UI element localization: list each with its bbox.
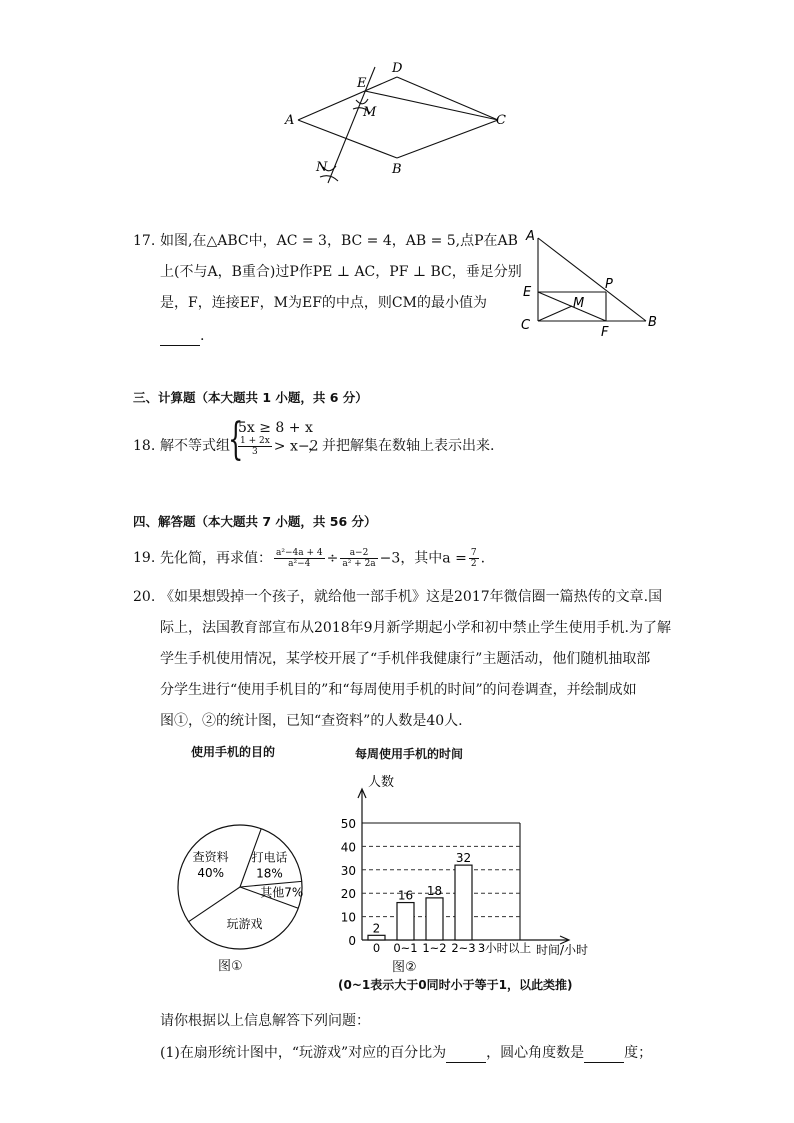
bar-ytick-1: 10: [340, 910, 356, 925]
q17-line3: 是，F，连接EF，M为EF的中点，则CM的最小值为: [160, 295, 487, 311]
bar-xlabel: 时间/小时: [536, 943, 589, 957]
tri-label-M: M: [573, 296, 585, 311]
pie-slice-value-0: 40%: [197, 866, 225, 881]
bar-3: [455, 865, 472, 940]
q19-div: ÷: [326, 550, 339, 567]
bar-note: (0~1表示大于0同时小于等于1，以此类推): [338, 978, 573, 992]
bar-chart-title: 每周使用手机的时间: [355, 747, 464, 761]
rhombus-figure: [270, 55, 530, 195]
q17-line2: 上(不与A，B重合)过P作PE ⊥ AC，PF ⊥ BC，垂足分别: [160, 264, 522, 280]
bar-2: [426, 898, 443, 940]
q20-line4: 分学生进行“使用手机目的”和“每周使用手机的时间”的问卷调查，并绘制成如: [160, 682, 637, 698]
label-C: C: [496, 113, 506, 128]
q20-sub1: [160, 1043, 652, 1063]
q20-question-intro: 请你根据以上信息解答下列问题：: [160, 1013, 370, 1029]
q19-f1-num: a²−4a + 4: [276, 548, 323, 558]
bar-value-label-2: 18: [426, 883, 443, 898]
label-B: B: [392, 162, 402, 177]
q18-brace: {: [228, 414, 244, 465]
bar-ytick-2: 20: [340, 887, 356, 902]
bar-xtick-4: 3小时以上: [477, 941, 532, 955]
q19-minus3: −3: [379, 550, 401, 567]
q20-sub1-a: (1)在扇形统计图中，“玩游戏”对应的百分比为: [160, 1045, 447, 1061]
q19-a-value: [469, 548, 479, 569]
bar-xtick-3: 2~3: [451, 941, 476, 955]
bar-xtick-2: 1~2: [422, 941, 447, 955]
label-D: D: [392, 61, 403, 76]
label-E: E: [357, 76, 367, 91]
q20-line2: 际上，法国教育部宣布从2018年9月新学期起小学和初中禁止学生使用手机.为了解: [160, 620, 671, 636]
bar-xtick-0: 0: [372, 941, 381, 955]
q19-a-den: 2: [470, 559, 477, 569]
q19-mid: ，其中a =: [400, 550, 467, 567]
bar-value-label-3: 32: [455, 851, 472, 866]
q18-suffix: ，并把解集在数轴上表示出来.: [308, 438, 495, 454]
q19-f1-den: a²−4: [288, 559, 311, 569]
bar-ytick-3: 30: [340, 863, 356, 878]
q17-number: 17.: [133, 233, 156, 249]
q18-ineq2: [236, 436, 319, 457]
pie-slice-label-1: 打电话: [251, 850, 288, 865]
q18-frac-num: 1 + 2x: [240, 436, 270, 446]
bar-ytick-5: 50: [340, 817, 356, 831]
q20-line3: 学生手机使用情况，某学校开展了“手机伴我健康行”主题活动，他们随机抽取部: [160, 651, 651, 667]
q20-line5: 图①，②的统计图，已知“查资料”的人数是40人.: [160, 713, 463, 729]
q17-line1: 如图,在△ABC中，AC = 3，BC = 4，AB = 5,点P在AB: [160, 233, 518, 249]
q20-line1: 《如果想毁掉一个孩子，就给他一部手机》这是2017年微信圈一篇热传的文章.国: [160, 589, 663, 605]
tri-label-C: C: [521, 318, 531, 333]
triangle-figure: [518, 228, 668, 340]
q19-number: 19.: [133, 550, 156, 566]
q20-sub1-blank2[interactable]: [584, 1048, 624, 1063]
bar-xtick-1: 0~1: [393, 941, 418, 955]
q19-end: .: [480, 550, 486, 567]
q18-prefix: 解不等式组: [160, 438, 230, 454]
pie-slice-label-0: 查资料: [192, 850, 229, 865]
bar-chart: [320, 770, 610, 990]
q17-end: .: [200, 328, 205, 344]
q18-ineq1: 5x ≥ 8 + x: [238, 420, 313, 436]
section3-title: 三、计算题（本大题共 1 小题，共 6 分）: [133, 390, 368, 405]
q19-prefix: 先化简，再求值：: [160, 550, 272, 567]
q20-number: 20.: [133, 589, 156, 605]
pie-chart-title: 使用手机的目的: [191, 745, 276, 759]
tri-label-B: B: [648, 315, 657, 330]
tri-label-P: P: [605, 277, 613, 292]
tri-label-E: E: [523, 285, 532, 300]
q17-answer-line[interactable]: [160, 326, 204, 346]
label-N: N: [316, 160, 328, 175]
bar-caption: 图②: [392, 960, 417, 975]
label-M: M: [363, 105, 377, 120]
q18-number: 18.: [133, 438, 156, 454]
q17-answer-blank[interactable]: [160, 331, 200, 346]
q18-ineq2-rest: > x−2: [273, 438, 319, 455]
pie-chart: [165, 812, 315, 962]
bar-0: [368, 935, 385, 940]
tri-label-A: A: [526, 229, 535, 244]
pie-slice-value-1: 18%: [256, 866, 283, 881]
q19-fraction1: [274, 548, 325, 569]
q18-fraction: [238, 436, 272, 457]
q19-expression: [160, 548, 485, 569]
bar-1: [397, 903, 414, 940]
tri-label-F: F: [601, 325, 609, 340]
section4-title: 四、解答题（本大题共 7 小题，共 56 分）: [133, 514, 377, 529]
q20-sub1-blank1[interactable]: [446, 1048, 486, 1063]
bar-ylabel: 人数: [368, 775, 395, 790]
pie-slice-label-2: 其他7%: [260, 885, 304, 900]
bar-ytick-4: 40: [340, 840, 356, 855]
q20-sub1-b: ，圆心角度数是: [486, 1045, 585, 1061]
q20-sub1-c: 度；: [624, 1045, 653, 1061]
q19-f2-num: a−2: [340, 548, 377, 559]
bar-ytick-0: 0: [348, 934, 356, 948]
label-A: A: [285, 113, 295, 128]
pie-slice-label-3: 玩游戏: [226, 916, 263, 931]
bar-value-label-1: 16: [397, 888, 414, 903]
pie-caption: 图①: [218, 959, 243, 974]
q19-a-num: 7: [470, 548, 477, 558]
q19-fraction2: [340, 548, 377, 569]
q19-f2-den: a² + 2a: [342, 559, 376, 569]
bar-value-label-0: 2: [372, 921, 381, 936]
q18-frac-den: 3: [252, 447, 258, 457]
